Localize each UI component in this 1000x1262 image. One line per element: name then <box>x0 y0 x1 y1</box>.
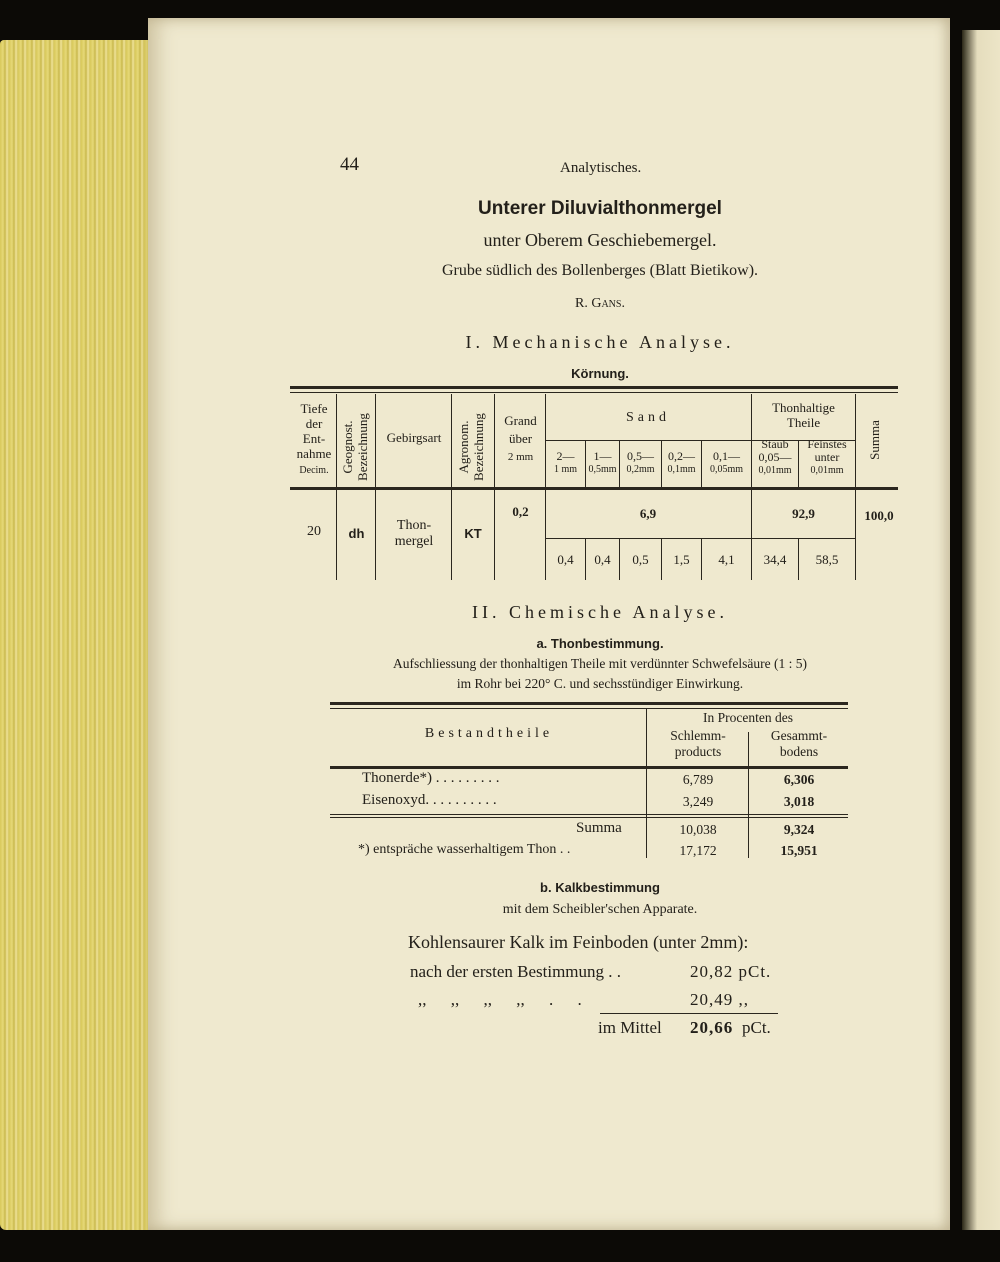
row-thonerde-schlemm: 6,789 <box>682 772 714 787</box>
rule <box>375 394 376 580</box>
mittel-label: im Mittel <box>598 1018 662 1037</box>
col-grand: Grand über 2 mm <box>504 413 537 463</box>
mech-heading: I. Mechanische Analyse. <box>465 332 735 352</box>
subtitle-2: Grube südlich des Bollenberges (Blatt Bietikow). <box>441 262 759 279</box>
row-eisenoxyd-gesammt: 3,018 <box>783 794 815 809</box>
page-edges <box>0 40 168 1230</box>
rule <box>330 817 848 818</box>
kalkbestimmung-label: b. Kalkbestimmung <box>540 880 660 895</box>
subtitle-1: unter Oberem Geschiebemergel. <box>483 230 717 250</box>
col-gesammt: Gesammt- bodens <box>770 728 828 759</box>
val-sand-5: 4,1 <box>718 552 735 567</box>
col-sand-2: 1— 0,5mm <box>588 449 617 475</box>
kalk-line: Kohlensaurer Kalk im Feinboden (unter 2mm): <box>408 932 749 952</box>
rule <box>290 392 898 393</box>
rule <box>600 1013 778 1014</box>
col-schlemm: Schlemm- products <box>670 728 726 759</box>
footnote-gesammt: 15,951 <box>780 843 818 858</box>
col-sand-1: 2— 1 mm <box>553 449 578 475</box>
second-measure-label: ,, ,, ,, ,, . . <box>418 990 582 1009</box>
val-gebirgsart: Thon- mergel <box>394 518 434 549</box>
rule <box>545 440 751 441</box>
col-summa: Summa <box>867 420 882 460</box>
col-geognost: Geognost. Bezeichnung <box>340 413 370 481</box>
summa-gesammt: 9,324 <box>783 822 815 837</box>
kornung-label: Körnung. <box>571 366 629 381</box>
val-sand-3: 0,5 <box>632 552 649 567</box>
book-page <box>148 18 950 1230</box>
val-sand-1: 0,4 <box>557 552 574 567</box>
author: R. Gans. <box>575 296 625 311</box>
val-staub: 34,4 <box>763 552 787 567</box>
second-measure-value: 20,49 ,, <box>690 990 749 1009</box>
col-thon: Thonhaltige Theile <box>772 400 835 430</box>
col-gebirgsart: Gebirgsart <box>386 430 442 445</box>
val-agronom: KT <box>464 526 482 541</box>
first-measure-label: nach der ersten Bestimmung . . <box>410 962 622 981</box>
rule <box>336 394 337 580</box>
kalkbestimmung-desc: mit dem Scheibler'schen Apparate. <box>502 902 698 917</box>
col-agronom: Agronom. Bezeichnung <box>456 413 486 481</box>
running-title: Analytisches. <box>560 160 642 176</box>
rule <box>545 538 751 539</box>
rule <box>855 394 856 580</box>
row-thonerde-gesammt: 6,306 <box>783 772 815 787</box>
chem-desc-1: Aufschliessung der thonhaltigen Theile mit verdünnter Schwefelsäure (1 : 5) <box>392 656 807 671</box>
col-procent: In Procenten des <box>703 710 793 725</box>
col-sand-4: 0,2— 0,1mm <box>667 449 696 475</box>
first-measure-value: 20,82 pCt. <box>690 962 772 981</box>
thonbestimmung-label: a. Thonbestimmung. <box>536 636 664 651</box>
summa-label: Summa <box>576 820 622 836</box>
row-eisenoxyd-schlemm: 3,249 <box>682 794 714 809</box>
rule <box>290 386 898 389</box>
main-title: Unterer Diluvialthonmergel <box>478 198 722 219</box>
chem-heading: II. Chemische Analyse. <box>472 602 728 622</box>
chem-desc-2: im Rohr bei 220° C. und sechsstündiger Einwirkung. <box>456 676 744 691</box>
col-sand: Sand <box>626 410 670 425</box>
rule <box>290 487 898 490</box>
col-tiefe: Tiefe der Ent- nahme Decim. <box>296 401 332 476</box>
footnote-label: *) entspräche wasserhaltigem Thon . . <box>358 842 571 857</box>
row-thonerde-label: Thonerde*) . . . . . . . . . <box>362 770 500 786</box>
val-sand-4: 1,5 <box>673 552 690 567</box>
rule <box>451 394 452 580</box>
col-staub: Staub 0,05— 0,01mm <box>758 437 792 476</box>
val-feinstes: 58,5 <box>815 552 839 567</box>
col-sand-5: 0,1— 0,05mm <box>709 449 744 475</box>
val-sand-total: 6,9 <box>639 506 657 521</box>
col-sand-3: 0,5— 0,2mm <box>626 449 655 475</box>
rule <box>330 766 848 769</box>
row-eisenoxyd-label: Eisenoxyd. . . . . . . . . . <box>362 792 497 808</box>
mittel-unit: pCt. <box>742 1018 771 1037</box>
col-feinstes: Feinstes unter 0,01mm <box>807 437 847 476</box>
val-thon-total: 92,9 <box>792 506 815 521</box>
rule <box>494 394 495 580</box>
facing-page-edge <box>962 30 1000 1230</box>
footnote-schlemm: 17,172 <box>679 843 717 858</box>
val-summa: 100,0 <box>864 508 894 523</box>
rule <box>330 708 848 709</box>
val-geognost: dh <box>348 526 365 541</box>
rule <box>646 708 647 858</box>
rule <box>330 814 848 815</box>
val-sand-2: 0,4 <box>594 552 611 567</box>
page-number: 44 <box>340 154 359 175</box>
summa-schlemm: 10,038 <box>679 822 717 837</box>
val-grand: 0,2 <box>512 504 529 519</box>
mittel-value: 20,66 <box>690 1018 734 1037</box>
col-bestandtheile: Bestandtheile <box>424 726 554 741</box>
rule <box>751 538 855 539</box>
rule <box>330 702 848 705</box>
val-tiefe: 20 <box>307 524 321 539</box>
rule <box>748 732 749 858</box>
